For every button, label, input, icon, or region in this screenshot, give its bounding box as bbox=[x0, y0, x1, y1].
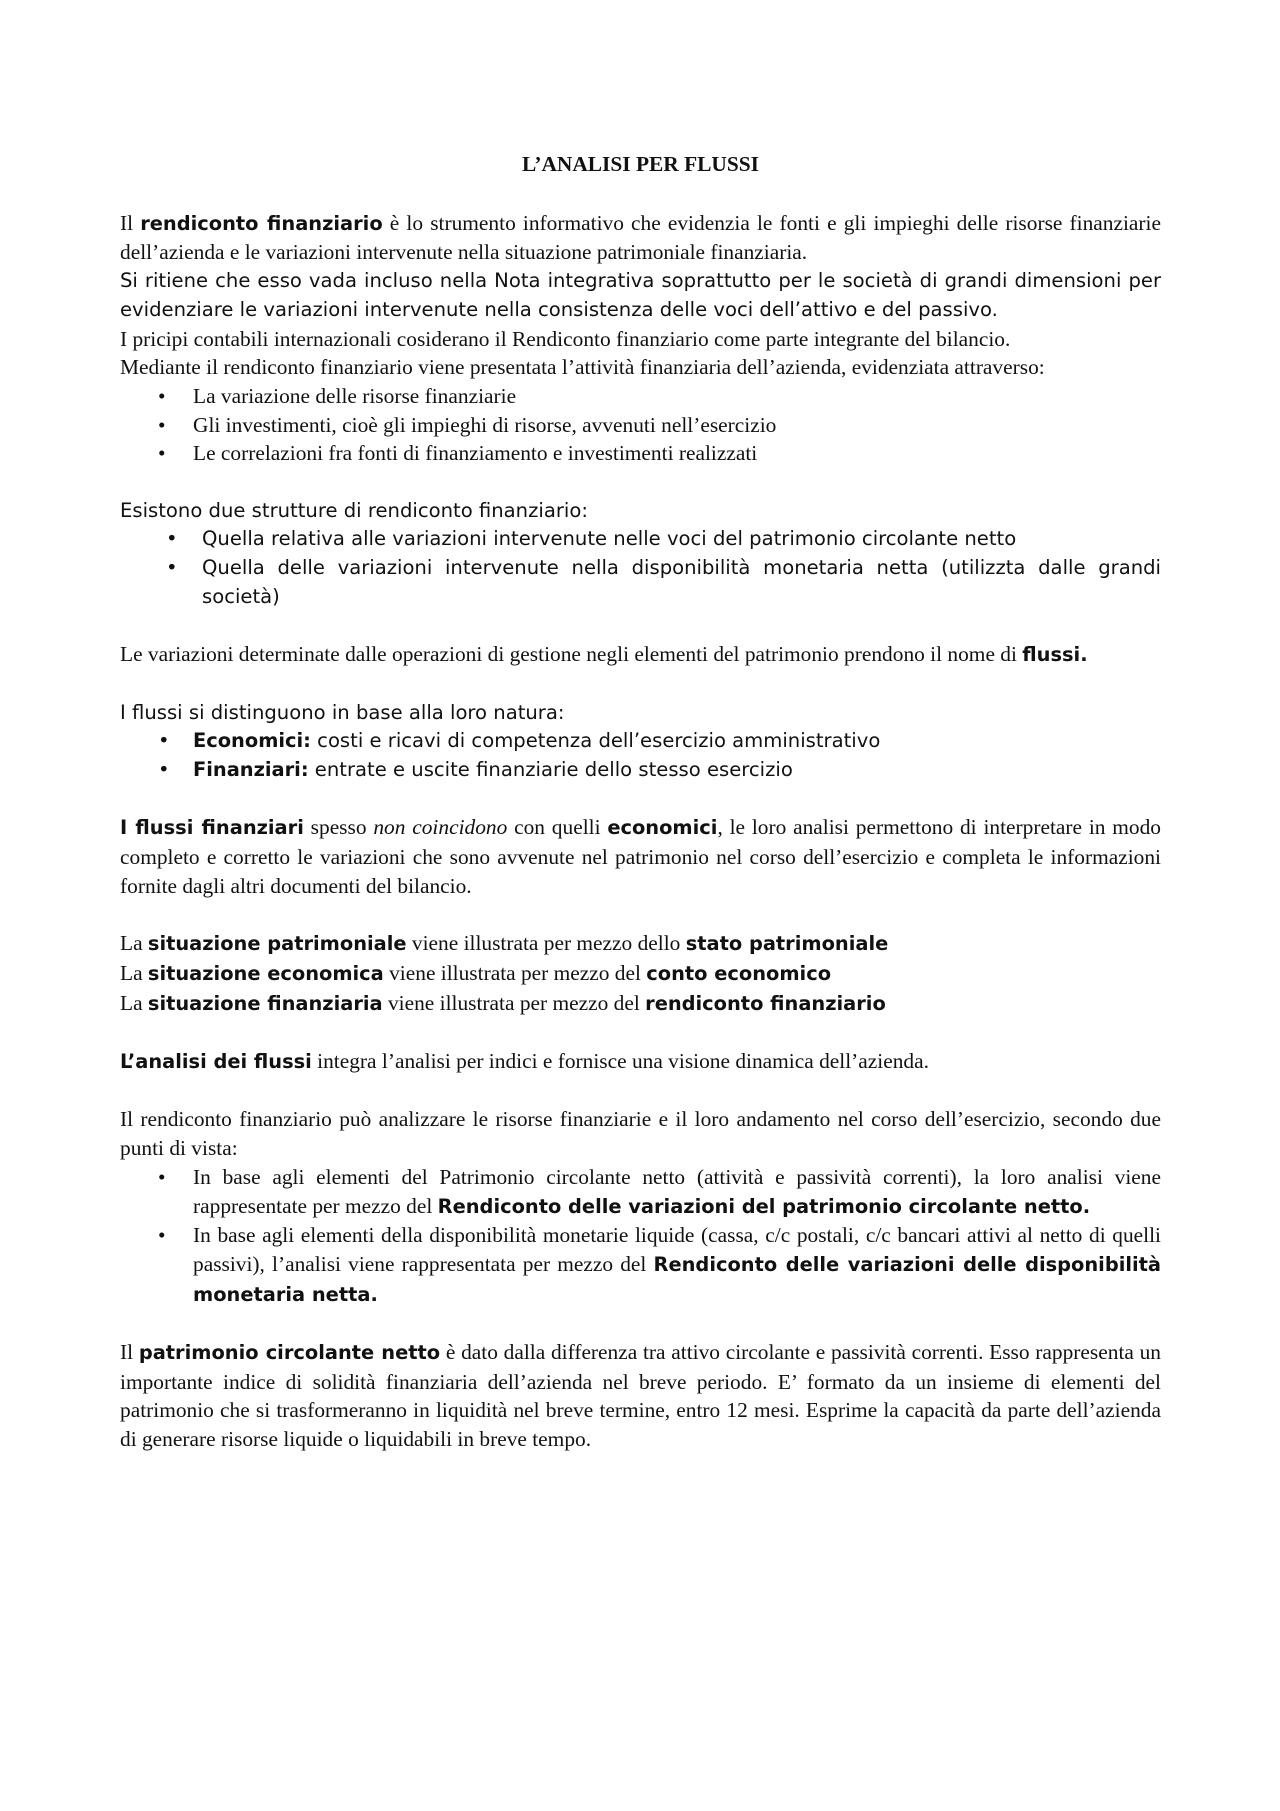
intro-text: è lo strumento informativo che evidenzia le fonti e gli impieghi delle risorse finanziarie dell’azienda e le variazioni intervenute nella situazione patrimoniale finanziaria. bbox=[120, 210, 1161, 265]
situations-block bbox=[120, 929, 1161, 1018]
list-item: • La variazione delle risorse finanziarie bbox=[120, 382, 1161, 411]
situation-line bbox=[120, 989, 1161, 1019]
bold-term: stato patrimoniale bbox=[685, 932, 889, 956]
list-item: • Le correlazioni fra fonti di finanziamento e investimenti realizzati bbox=[120, 439, 1161, 468]
italic-term: non coincidono bbox=[373, 815, 508, 840]
body-text: In base agli elementi del Patrimonio circolante netto (attività e passività correnti), la loro analisi viene rappresentate per mezzo del bbox=[193, 1164, 1161, 1218]
flows-note bbox=[120, 813, 1161, 900]
bold-term: Rendiconto delle variazioni del patrimonio circolante netto. bbox=[437, 1194, 1091, 1218]
viewpoints-intro: Il rendiconto finanziario può analizzare le risorse finanziarie e il loro andamento nel corso dell’esercizio, secondo due punti di vista: bbox=[120, 1107, 1161, 1161]
intro-paragraph-3: I pricipi contabili internazionali cosiderano il Rendiconto finanziario come parte integrante del bilancio. bbox=[120, 326, 1011, 351]
body-text: spesso bbox=[303, 815, 374, 840]
body-text: è dato dalla differenza tra attivo circolante e passività correnti. Esso rappresenta un importante indice di solidità finanziaria dell’azienda nel breve periodo. E’ formato da un insieme di elementi del patrimonio che si trasformeranno in liquidità nel breve termine, entro 12 mesi. Esprime la capacità da parte dell’azienda di generare risorse liquide o liquidabili in breve tempo. bbox=[120, 1340, 1162, 1452]
intro-text: Il bbox=[120, 210, 141, 235]
list-item bbox=[120, 727, 1161, 756]
list-item: • Quella relativa alle variazioni intervenute nelle voci del patrimonio circolante netto bbox=[120, 525, 1161, 554]
intro-bullet-list bbox=[120, 382, 1161, 468]
body-text: costi e ricavi di competenza dell’esercizio amministrativo bbox=[310, 729, 881, 753]
bold-term: situazione patrimoniale bbox=[147, 932, 407, 956]
bold-term: economici bbox=[607, 816, 718, 840]
body-text: In base agli elementi della disponibilità monetarie liquide (cassa, c/c postali, c/c bancari attivi al netto di quelli passivi), l’analisi viene rappresentata per mezzo del bbox=[193, 1223, 1161, 1276]
situation-line bbox=[120, 959, 1161, 989]
body-text: viene illustrata per mezzo dello bbox=[406, 931, 686, 956]
list-item: • Gli investimenti, cioè gli impieghi di risorse, avvenuti nell’esercizio bbox=[120, 411, 1161, 440]
bold-term: Finanziari: bbox=[193, 758, 309, 782]
pcn-paragraph bbox=[120, 1338, 1161, 1454]
bold-term: rendiconto finanziario bbox=[645, 991, 886, 1015]
intro-paragraph-4: Mediante il rendiconto finanziario viene presentata l’attività finanziaria dell’azienda, evidenziata attraverso: bbox=[120, 355, 1045, 380]
body-text: con quelli bbox=[507, 815, 608, 840]
body-text: La bbox=[120, 990, 148, 1015]
bold-term: patrimonio circolante netto bbox=[138, 1341, 441, 1364]
list-item bbox=[120, 1221, 1161, 1309]
body-text: Il bbox=[120, 1340, 139, 1364]
flows-types-list bbox=[120, 727, 1161, 784]
body-text: entrate e uscite finanziarie dello stesso esercizio bbox=[308, 758, 793, 782]
body-text: viene illustrata per mezzo del bbox=[383, 960, 647, 985]
bold-term: conto economico bbox=[646, 961, 832, 985]
situation-line bbox=[120, 929, 1161, 959]
viewpoints-list bbox=[120, 1163, 1161, 1310]
bold-term: L’analisi dei flussi bbox=[120, 1050, 312, 1073]
intro-paragraph-1 bbox=[120, 209, 1161, 267]
body-text: La bbox=[120, 960, 148, 985]
bold-term: situazione finanziaria bbox=[147, 991, 383, 1015]
bold-term: rendiconto finanziario bbox=[140, 211, 383, 235]
analysis-paragraph bbox=[120, 1047, 1161, 1077]
body-text: integra l’analisi per indici e fornisce una visione dinamica dell’azienda. bbox=[311, 1049, 929, 1073]
list-item bbox=[120, 1163, 1161, 1221]
bold-term: situazione economica bbox=[147, 961, 384, 985]
flows-types-heading: I flussi si distinguono in base alla loro natura: bbox=[120, 700, 565, 724]
body-text: viene illustrata per mezzo del bbox=[382, 990, 646, 1015]
structures-heading: Esistono due strutture di rendiconto finanziario: bbox=[120, 498, 588, 522]
intro-paragraph-2: Si ritiene che esso vada incluso nella Nota integrativa soprattutto per le società di grandi dimensioni per evidenziare le variazioni intervenute nella consistenza delle voci dell’attivo e del passivo. bbox=[120, 269, 1161, 321]
body-text: La bbox=[120, 931, 148, 956]
body-text: , le loro analisi permettono di interpretare in modo completo e corretto le variazioni che sono avvenute nel patrimonio nel corso dell’esercizio e completa le informazioni fornite dagli altri documenti del bilancio. bbox=[120, 815, 1161, 898]
list-item: • Quella delle variazioni intervenute nella disponibilità monetaria netta (utilizzta dalle grandi società) bbox=[120, 554, 1161, 611]
document-page bbox=[120, 150, 1161, 1454]
bold-term: I flussi finanziari bbox=[120, 816, 304, 840]
list-item bbox=[120, 756, 1161, 785]
flows-definition bbox=[120, 640, 1161, 670]
body-text: Le variazioni determinate dalle operazioni di gestione negli elementi del patrimonio prendono il nome di bbox=[120, 642, 1023, 667]
page-title: L’ANALISI PER FLUSSI bbox=[522, 152, 759, 176]
structures-bullet-list bbox=[120, 525, 1161, 611]
bold-term: flussi. bbox=[1022, 643, 1088, 667]
bold-term: Rendiconto delle variazioni delle disponibilità monetaria netta. bbox=[193, 1252, 1162, 1306]
bold-term: Economici: bbox=[193, 729, 311, 753]
